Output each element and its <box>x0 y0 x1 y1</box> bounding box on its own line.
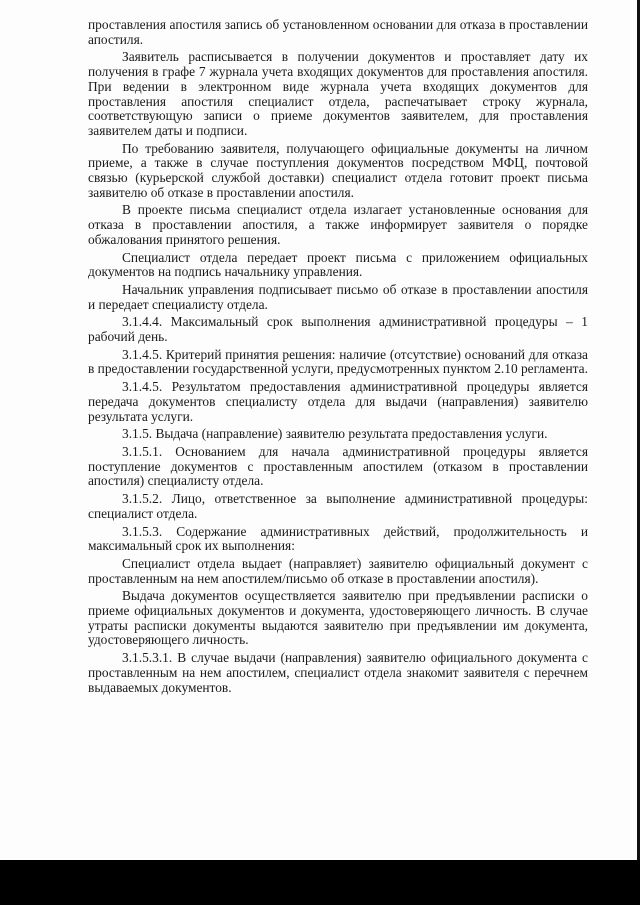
paragraph: Заявитель расписывается в получении документов и проставляет дату их получения в графе 7 журнала учета входящих документов для проставления апостиля. При ведении в электронном виде журнала учета входящих документов для проставления апостиля специалист отдела, распечатывает строку журнала, соответствующую записи о приеме документов заявителем, для проставления заявителем даты и подписи. <box>88 49 588 138</box>
paragraph: По требованию заявителя, получающего официальные документы на личном приеме, а также в случае поступления документов посредством МФЦ, почтовой связью (курьерской службой доставки) специалист отдела готовит проект письма заявителю об отказе в проставлении апостиля. <box>88 140 588 200</box>
paragraph: проставления апостиля запись об установленном основании для отказа в проставлении апостиля. <box>88 17 588 47</box>
paragraph: 3.1.4.4. Максимальный срок выполнения административной процедуры – 1 рабочий день. <box>88 314 588 345</box>
paragraph: Специалист отдела выдает (направляет) заявителю официальный документ с проставленным на нем апостилем/письмо об отказе в проставлении апостиля). <box>88 555 588 586</box>
paragraph: 3.1.5. Выдача (направление) заявителю результата предоставления услуги. <box>122 426 548 442</box>
paragraph: 3.1.4.5. Результатом предоставления административной процедуры является передача документов специалисту отдела для выдачи (направления) заявителю результата услуги. <box>88 379 588 424</box>
paragraph: 3.1.5.3.1. В случае выдачи (направления) заявителю официального документа с проставленным на нем апостилем, специалист отдела знакомит заявителя с перечнем выдаваемых документов. <box>88 650 588 695</box>
paragraph: 3.1.4.5. Критерий принятия решения: наличие (отсутствие) оснований для отказа в предоставлении государственной услуги, предусмотренных пунктом 2.10 регламента. <box>88 346 588 377</box>
document-body <box>88 18 588 698</box>
paragraph: Специалист отдела передает проект письма с приложением официальных документов на подпись начальнику управления. <box>88 249 588 280</box>
paragraph: 3.1.5.3. Содержание административных действий, продолжительность и максимальный срок их выполнения: <box>88 523 588 554</box>
paragraph: 3.1.5.2. Лицо, ответственное за выполнение административной процедуры: специалист отдела. <box>88 491 588 521</box>
paragraph: Выдача документов осуществляется заявителю при предъявлении расписки о приеме официальных документов и документа, удостоверяющего личность. В случае утраты расписки документы выдаются заявителю при предъявлении им документа, удостоверяющего личность. <box>88 588 588 648</box>
paragraph: Начальник управления подписывает письмо об отказе в проставлении апостиля и передает специалисту отдела. <box>88 281 588 312</box>
paragraph: В проекте письма специалист отдела излагает установленные основания для отказа в проставлении апостиля, а также информирует заявителя о порядке обжалования принятого решения. <box>88 202 588 247</box>
paragraph: 3.1.5.1. Основанием для начала административной процедуры является поступление документов с проставленным апостилем (отказом в проставлении апостиля) специалисту отдела. <box>88 443 588 489</box>
scan-edge-bottom <box>0 860 640 905</box>
